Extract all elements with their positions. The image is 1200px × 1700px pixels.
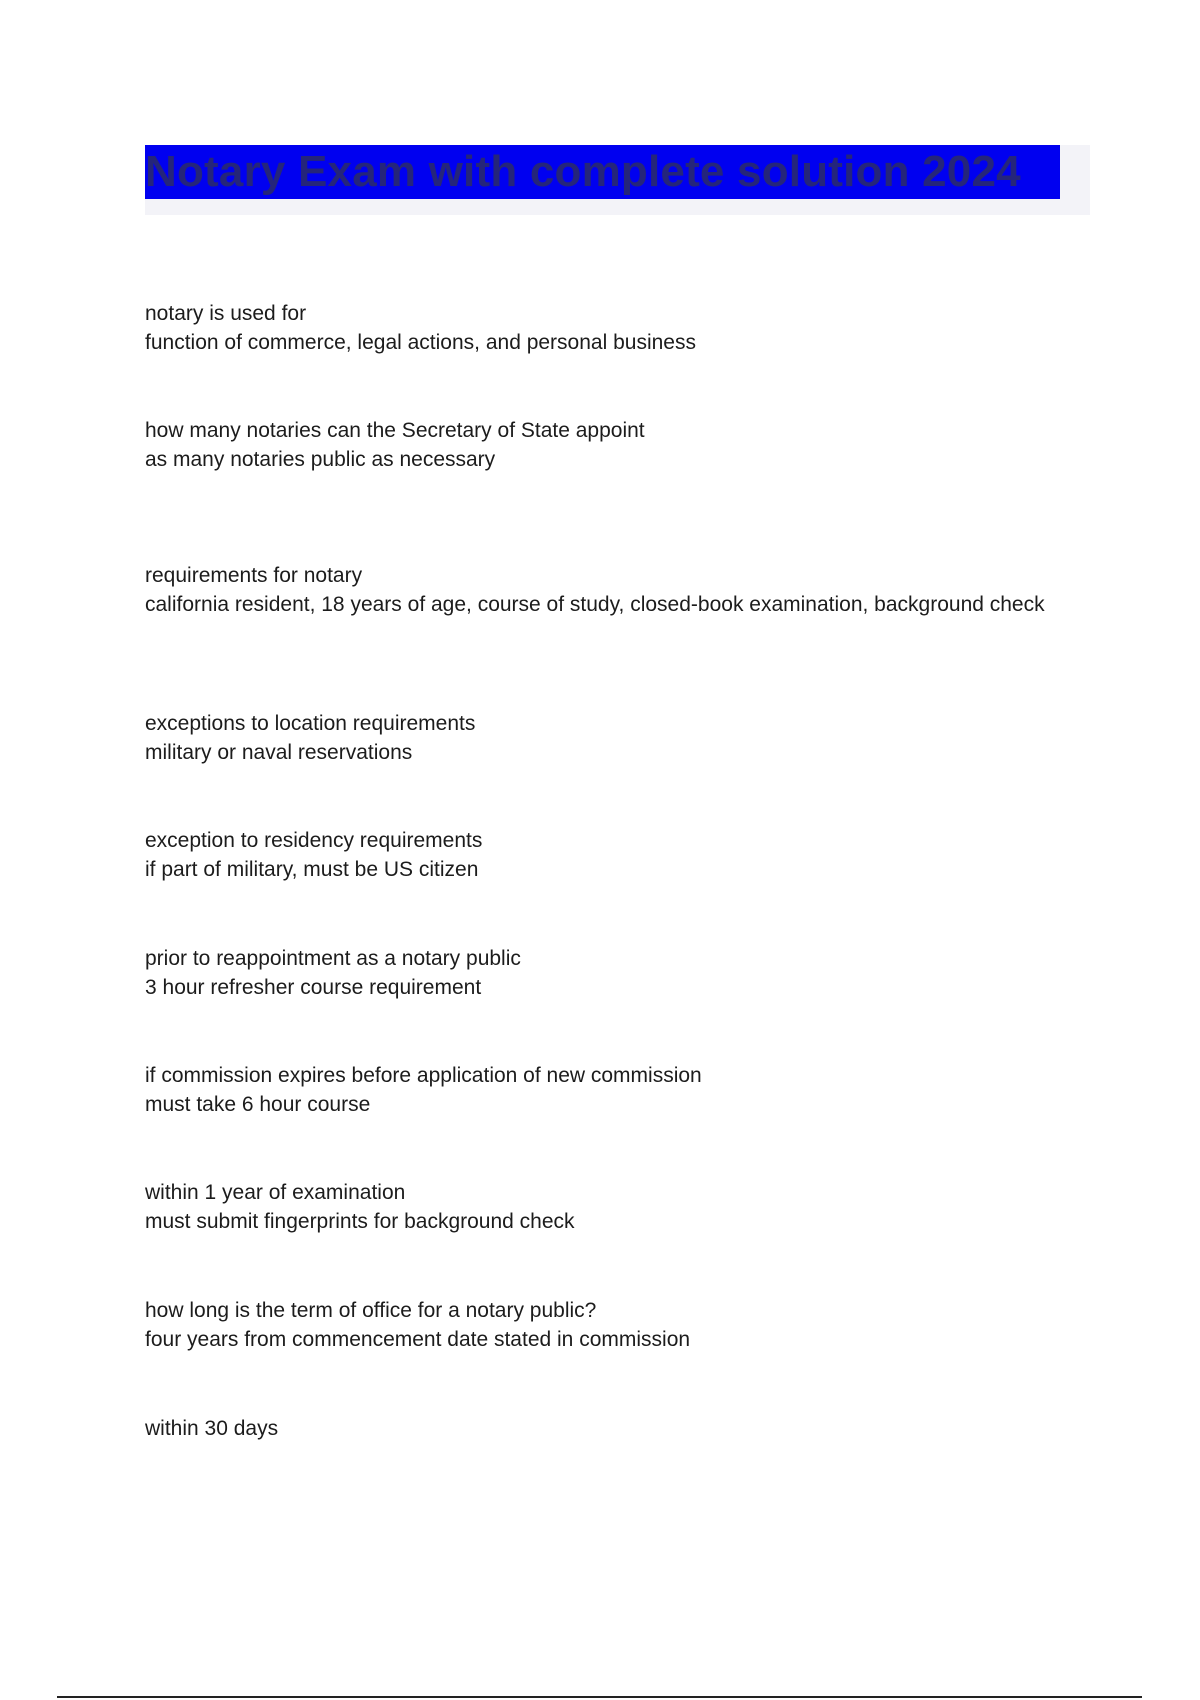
qa-item <box>145 561 1045 619</box>
question-text: within 30 days <box>145 1417 279 1440</box>
answer-text: must take 6 hour course <box>145 1093 371 1116</box>
qa-item <box>145 1296 1045 1354</box>
question-text: if commission expires before application of new commission <box>145 1064 702 1087</box>
answer-text: if part of military, must be US citizen <box>145 858 479 881</box>
qa-item <box>145 709 1045 767</box>
question-text: exception to residency requirements <box>145 829 483 852</box>
qa-item <box>145 826 1045 884</box>
answer-text: california resident, 18 years of age, course of study, closed-book examination, background check <box>145 593 1045 616</box>
qa-item <box>145 416 1045 474</box>
question-text: within 1 year of examination <box>145 1181 406 1204</box>
answer-text: military or naval reservations <box>145 741 413 764</box>
answer-text: 3 hour refresher course requirement <box>145 976 482 999</box>
question-text: requirements for notary <box>145 564 363 587</box>
qa-item <box>145 1178 1045 1236</box>
qa-item <box>145 299 1045 357</box>
question-text: how many notaries can the Secretary of State appoint <box>145 419 645 442</box>
answer-text: as many notaries public as necessary <box>145 448 496 471</box>
answer-text: must submit fingerprints for background check <box>145 1210 575 1233</box>
footer-divider <box>57 1696 1142 1698</box>
qa-item <box>145 1414 1045 1443</box>
qa-item <box>145 944 1045 1002</box>
qa-item <box>145 1061 1045 1119</box>
question-text: exceptions to location requirements <box>145 712 476 735</box>
answer-text: four years from commencement date stated in commission <box>145 1328 691 1351</box>
question-text: how long is the term of office for a notary public? <box>145 1299 597 1322</box>
question-text: prior to reappointment as a notary public <box>145 947 521 970</box>
page-title: Notary Exam with complete solution 2024 <box>145 147 1021 196</box>
question-text: notary is used for <box>145 302 307 325</box>
answer-text: function of commerce, legal actions, and personal business <box>145 331 696 354</box>
